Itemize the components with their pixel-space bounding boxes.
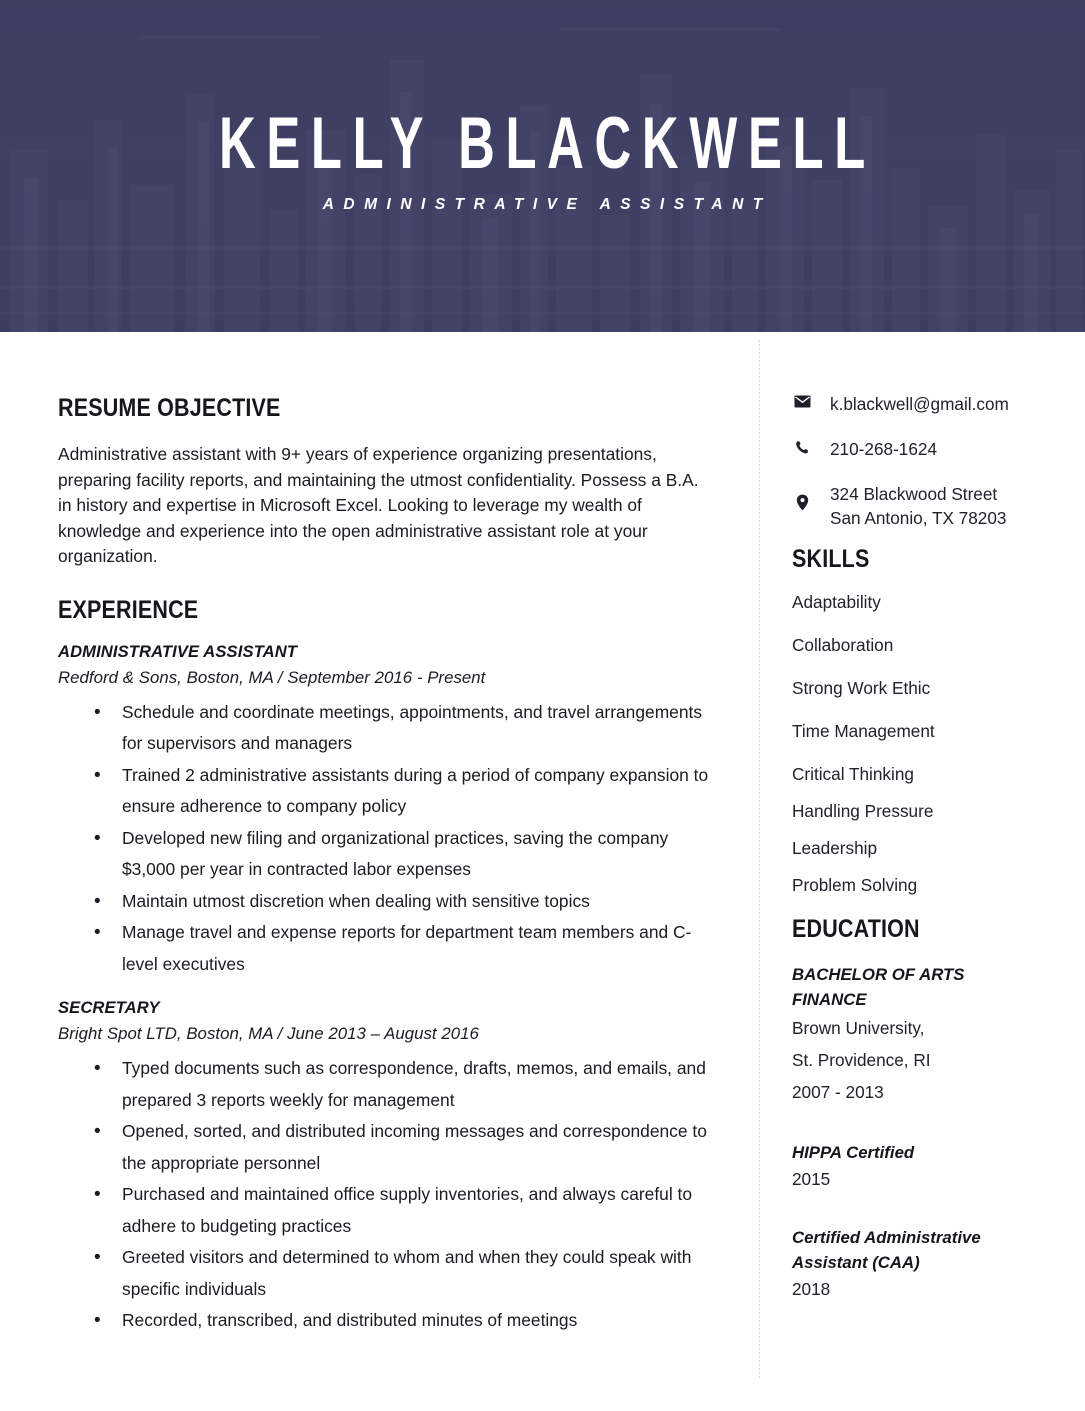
section-heading-experience: EXPERIENCE	[58, 595, 199, 624]
list-item: • Recorded, transcribed, and distributed minutes of meetings	[58, 1305, 719, 1337]
job-bullet-list	[58, 697, 719, 981]
section-heading-skills: SKILLS	[792, 545, 870, 573]
contact-phone[interactable]	[792, 437, 1055, 461]
certification-title-line-1: Certified Administrative	[792, 1228, 981, 1247]
contact-phone-value: 210-268-1624	[830, 439, 938, 459]
list-item: Collaboration	[792, 635, 894, 655]
list-item: • Maintain utmost discretion when dealing with sensitive topics	[58, 886, 719, 918]
job-title: SECRETARY	[58, 998, 160, 1017]
contact-email-value: k.blackwell@gmail.com	[830, 394, 1009, 414]
list-item: Handling Pressure	[792, 801, 934, 821]
address-line-2: San Antonio, TX 78203	[830, 508, 1007, 528]
list-item: • Trained 2 administrative assistants during a period of company expansion to ensure adherence to company policy	[58, 760, 719, 823]
certification-year: 2018	[792, 1279, 831, 1299]
list-item: • Typed documents such as correspondence, drafts, memos, and emails, and prepared 3 reports weekly for management	[58, 1053, 719, 1116]
list-item: Adaptability	[792, 592, 881, 612]
main-column	[0, 332, 759, 1411]
certification-title-line-2: Assistant (CAA)	[792, 1253, 920, 1272]
list-item: Strong Work Ethic	[792, 678, 931, 698]
experience-entry	[58, 998, 719, 1337]
resume-header	[0, 0, 1085, 332]
skills-list	[792, 591, 1055, 896]
degree-location: St. Providence, RI	[792, 1050, 931, 1070]
degree-school: Brown University,	[792, 1018, 925, 1038]
location-pin-icon	[792, 482, 812, 511]
phone-icon	[792, 437, 812, 455]
list-item: Critical Thinking	[792, 764, 914, 784]
objective-text: Administrative assistant with 9+ years of experience organizing presentations, preparing facility reports, and maintaining the utmost confidentiality. Possess a B.A. in history and expertise in Microsoft Excel. Looking to leverage my wealth of knowledge and experience into the open administrative assistant role at your organization.	[58, 444, 699, 566]
list-item: • Developed new filing and organizational practices, saving the company $3,000 per year in contracted labor expenses	[58, 823, 719, 886]
header-subtitle: ADMINISTRATIVE ASSISTANT	[322, 196, 772, 213]
sidebar-column	[759, 332, 1085, 1411]
contact-list	[792, 392, 1055, 530]
list-item: • Opened, sorted, and distributed incoming messages and correspondence to the appropriate personnel	[58, 1116, 719, 1179]
contact-email[interactable]	[792, 392, 1055, 416]
experience-entry	[58, 642, 719, 981]
job-company-dates: Bright Spot LTD, Boston, MA / June 2013 – August 2016	[58, 1024, 479, 1043]
certification-year: 2015	[792, 1169, 831, 1189]
list-item: • Greeted visitors and determined to whom and when they could speak with specific individuals	[58, 1242, 719, 1305]
certification-title: HIPPA Certified	[792, 1143, 915, 1162]
degree-title-line-2: FINANCE	[792, 990, 867, 1009]
job-bullet-list	[58, 1053, 719, 1337]
section-heading-education: EDUCATION	[792, 915, 920, 943]
job-company-dates: Redford & Sons, Boston, MA / September 2016 - Present	[58, 667, 486, 687]
list-item: • Purchased and maintained office supply inventories, and always careful to adhere to budgeting practices	[58, 1179, 719, 1242]
job-title: ADMINISTRATIVE ASSISTANT	[58, 641, 298, 661]
contact-address	[792, 482, 1055, 530]
section-heading-objective: RESUME OBJECTIVE	[58, 394, 281, 422]
certification-title	[792, 1225, 1055, 1275]
degree-title	[792, 962, 1055, 1012]
list-item: Leadership	[792, 838, 878, 858]
contact-address-value	[830, 482, 1006, 530]
education-entry-degree	[792, 962, 1055, 1108]
education-entry-certification	[792, 1140, 1055, 1193]
list-item: Problem Solving	[792, 875, 918, 895]
envelope-icon	[792, 392, 812, 408]
degree-years: 2007 - 2013	[792, 1082, 884, 1102]
list-item: • Manage travel and expense reports for department team members and C-level executives	[58, 917, 719, 980]
resume-body	[0, 332, 1085, 1411]
list-item: • Schedule and coordinate meetings, appointments, and travel arrangements for supervisors and managers	[58, 697, 719, 760]
degree-title-line-1: BACHELOR OF ARTS	[792, 965, 965, 984]
page-title: KELLY BLACKWELL	[219, 103, 877, 185]
education-entry-certification	[792, 1225, 1055, 1303]
column-divider	[759, 340, 760, 1380]
address-line-1: 324 Blackwood Street	[830, 484, 998, 504]
list-item: Time Management	[792, 721, 935, 741]
